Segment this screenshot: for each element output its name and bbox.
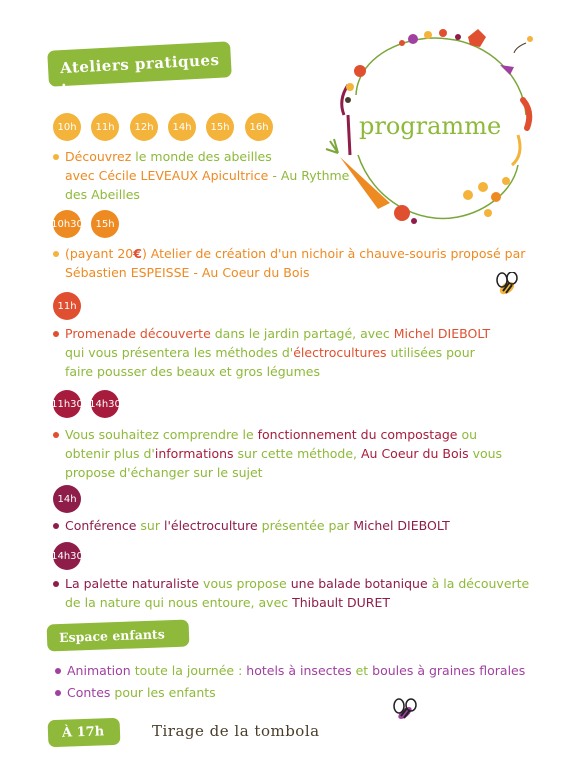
activity-abeilles: Découvrez le monde des abeilles avec Cécile LEVEAUX Apicultrice - Au Rythme des Abeilles (53, 147, 349, 204)
activity-conference: Conférence sur l'électroculture présentée par Michel DIEBOLT (53, 516, 450, 535)
activity-balade: La palette naturaliste vous propose une balade botanique à la découverte de la nature qui nous entoure, avec Thibault DURET (53, 574, 529, 612)
tombola-label: Tirage de la tombola (152, 722, 320, 740)
time-badge: 11h30 (53, 390, 81, 418)
time-badge: 11h (53, 292, 81, 320)
time-badge: 14h30 (53, 542, 81, 570)
tombola-time (48, 718, 121, 747)
tombola-time-label: À 17h (61, 724, 105, 741)
time-badge: 14h30 (91, 390, 119, 418)
ateliers-pratiques-heading (47, 41, 232, 96)
time-badge: 14h (53, 485, 81, 513)
activity-nichoir: (payant 20€) Atelier de création d'un nichoir à chauve-souris proposé par Sébastien ESPEISSE - Au Coeur du Bois (53, 244, 525, 282)
time-badge: 14h (168, 113, 196, 141)
time-badge: 15h (91, 210, 119, 238)
enfants-list: Animation toute la journée : hotels à insectes et boules à graines florales Contes pour les enfants (55, 661, 525, 702)
bee-icon (492, 272, 522, 300)
time-badge: 10h30 (53, 210, 81, 238)
time-badge: 12h (130, 113, 158, 141)
espace-enfants-label: Espace enfants (58, 626, 165, 646)
activity-promenade: Promenade découverte dans le jardin partagé, avec Michel DIEBOLT qui vous présentera les méthodes d'électrocultures utilisées pour faire pousser des beaux et gros légumes (53, 324, 490, 381)
espace-enfants-heading (47, 620, 190, 652)
time-badge: 10h (53, 113, 81, 141)
activity-compostage: Vous souhaitez comprendre le fonctionnement du compostage ou obtenir plus d'informations sur cette méthode, Au Coeur du Bois vous propose d'échanger sur le sujet (53, 425, 502, 482)
ateliers-label: Ateliers pratiques : (59, 50, 220, 96)
time-badge: 16h (245, 113, 273, 141)
flower-icon (463, 190, 473, 200)
time-badge: 15h (206, 113, 234, 141)
time-badge: 11h (91, 113, 119, 141)
programme-title: programme (359, 112, 502, 140)
bee-icon (390, 698, 420, 726)
